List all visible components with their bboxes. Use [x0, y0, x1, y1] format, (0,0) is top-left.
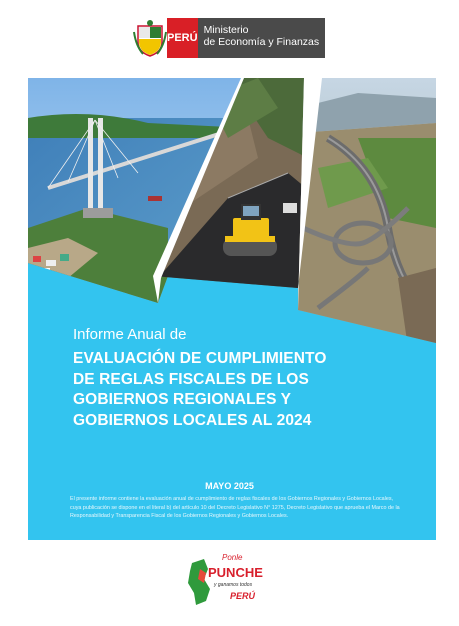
slogan-main: PUNCHE: [208, 565, 263, 580]
photo-collage: [28, 78, 436, 343]
ministry-name: [198, 18, 326, 58]
report-description: El presente informe contiene la evaluación anual de cumplimiento de reglas fiscales de los Gobiernos Regionales y Gobiernos Locales, cuya publicación se dispone en el literal b) del artículo 10 del Decreto Legislativo N° 1275, Decreto Legislativo que aprueba el Marco de la Responsabilidad y Transparencia Fiscal de los Gobiernos Regionales y Gobiernos Locales.: [70, 496, 400, 520]
title-line: DE REGLAS FISCALES DE LOS: [73, 370, 309, 388]
title-line: EVALUACIÓN DE CUMPLIMIENTO: [73, 350, 327, 367]
ministry-line-1: Ministerio: [203, 24, 249, 36]
slogan-top: Ponle: [222, 553, 243, 562]
ponle-punche-logo: [186, 549, 276, 609]
peru-label: PERÚ: [167, 18, 198, 58]
title-line: GOBIERNOS REGIONALES Y: [73, 391, 292, 408]
peru-map-icon: [188, 559, 210, 605]
slogan-sub: y ganamos todos: [214, 582, 253, 588]
report-title: [73, 349, 413, 431]
title-line: GOBIERNOS LOCALES AL 2024: [73, 411, 312, 429]
slogan-bottom: PERÚ: [230, 591, 256, 601]
highway-interchange-photo: [298, 78, 436, 343]
report-type-label: Informe Anual de: [73, 326, 187, 343]
ministry-line-2: de Economía y Finanzas: [203, 36, 320, 48]
coat-of-arms-icon: [133, 18, 167, 58]
publication-date: MAYO 2025: [205, 481, 254, 491]
ministry-logo: [133, 18, 325, 58]
